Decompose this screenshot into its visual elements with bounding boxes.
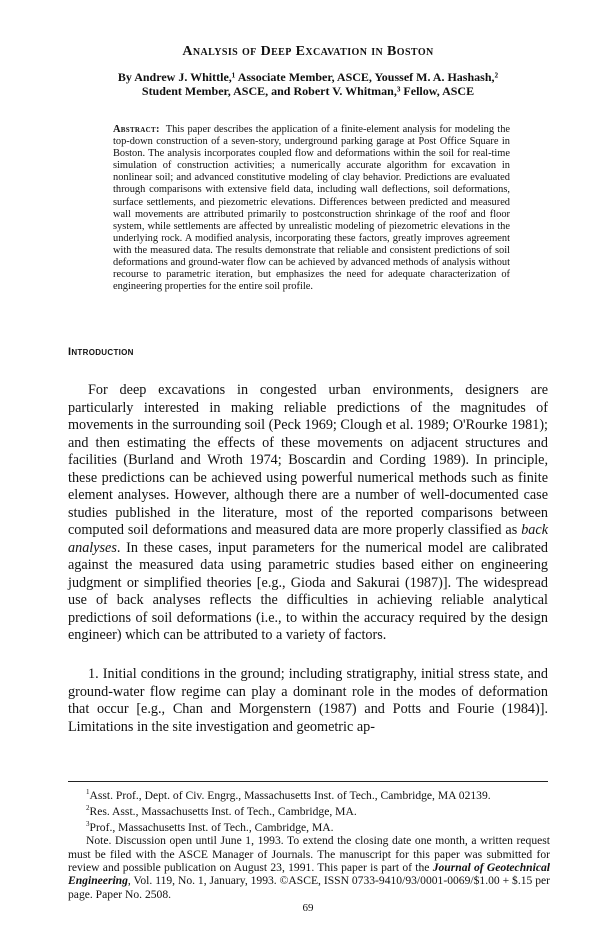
footnote-3 — [68, 818, 550, 834]
journal-name: Journal of Geotechnical Engineering — [68, 861, 550, 888]
page-number: 69 — [302, 902, 314, 914]
abstract-text: This paper describes the application of a finite-element analysis for modeling the top-down construction of a seven-story, underground parking garage at Post Office Square in Boston. The analysis incorporates coupled flow and deformations within the soil for real-time simulation of construction activities; a numerically accurate algorithm for excavation in nonlinear soil; and advanced constitutive modeling of clay behavior. Predictions are evaluated through comparisons with extensive field data, including wall deflections, soil deformations, surface settlements, and piezometric elevations. Differences between predicted and measured wall movements are attributed primarily to postconstruction shrinkage of the roof and floor system, while settlements are affected by unrealistic modeling of piezometric elevations in the underlying rock. A modified analysis, incorporating these factors, greatly improves agreement with the measured data. The results demonstrate that reliable and consistent predictions of soil deformations and ground-water flow can be achieved by advanced methods of analysis without recourse to parametric iteration, but emphasizes the need for adequate characterization of engineering properties for the entire soil profile. — [113, 124, 510, 293]
note-text: Note. Discussion open until June 1, 1993. To extend the closing date one month, a written request must be filed with the ASCE Manager of Journals. The manuscript for this paper was submitted for review and possible publication on August 23, 1991. This paper is part of the — [68, 834, 550, 875]
footnote-1 — [68, 786, 550, 802]
paragraph-1-text-b: . In these cases, input parameters for the numerical model are calibrated against the measured data using parametric studies based either on engineering judgment or simplified theories [e.g., Gioda and Sakurai (1987)]. The widespread use of back analyses reflects the difficulties in achieving reliable analytical predictions of soil deformations (i.e., to within the accuracy required by the design engineer) which can be attributed to a variety of factors. — [68, 539, 548, 643]
note-text-end: , Vol. 119, No. 1, January, 1993. ©ASCE, ISSN 0733-9410/93/0001-0069/$1.00 + $.15 per page. Paper No. 2508. — [68, 874, 551, 901]
abstract-label: Abstract: — [113, 124, 160, 135]
body-paragraph-2: 1. Initial conditions in the ground; including stratigraphy, initial stress state, and ground-water flow regime can play a dominant role in the modes of deformation that occur [e.g., Chan and Morgenstern (1987) and Potts and Fourie (1984)]. Limitations in the site investigation and geometric ap- — [68, 666, 548, 735]
footnote-3-mark: 3 — [86, 820, 90, 829]
footnotes — [68, 786, 550, 901]
body-paragraph-1 — [68, 382, 548, 645]
paragraph-1-text-a: For deep excavations in congested urban environments, designers are particularly interested in making reliable predictions of the magnitudes of movements in the surrounding soil (Peck 1969; Clough et al. 1989; O'Rourke 1981); and then estimating the effects of these movements on adjacent structures and facilities (Burland and Wroth 1974; Boscardin and Cording 1989). In principle, these predictions can be achieved using powerful numerical methods such as finite element analyses. However, although there are a number of well-documented case studies published in the literature, most of the reported comparisons between computed soil deformations and measured data are more properly classified as — [68, 382, 548, 538]
footnote-1-mark: 1 — [86, 788, 90, 796]
author-block — [60, 70, 556, 98]
footnote-3-text: Prof., Massachusetts Inst. of Tech., Cambridge, MA. — [89, 821, 334, 835]
paragraph-1-emphasis: back analyses — [68, 522, 548, 556]
author-line-2: Student Member, ASCE, and Robert V. Whitman,³ Fellow, ASCE — [141, 84, 475, 98]
footnote-1-text: Asst. Prof., Dept. of Civ. Engrg., Massachusetts Inst. of Tech., Cambridge, MA 02139. — [89, 788, 491, 802]
footnote-note — [68, 834, 550, 900]
paper-title: Analysis of Deep Excavation in Boston — [182, 44, 434, 59]
footnote-2 — [68, 802, 550, 818]
footnote-divider — [68, 781, 548, 782]
footnote-2-mark: 2 — [86, 804, 90, 813]
abstract — [113, 124, 510, 293]
section-heading-introduction: Introduction — [68, 346, 134, 358]
footnote-2-text: Res. Asst., Massachusetts Inst. of Tech., Cambridge, MA. — [89, 805, 357, 819]
author-line-1: By Andrew J. Whittle,¹ Associate Member, ASCE, Youssef M. A. Hashash,² — [117, 70, 499, 84]
